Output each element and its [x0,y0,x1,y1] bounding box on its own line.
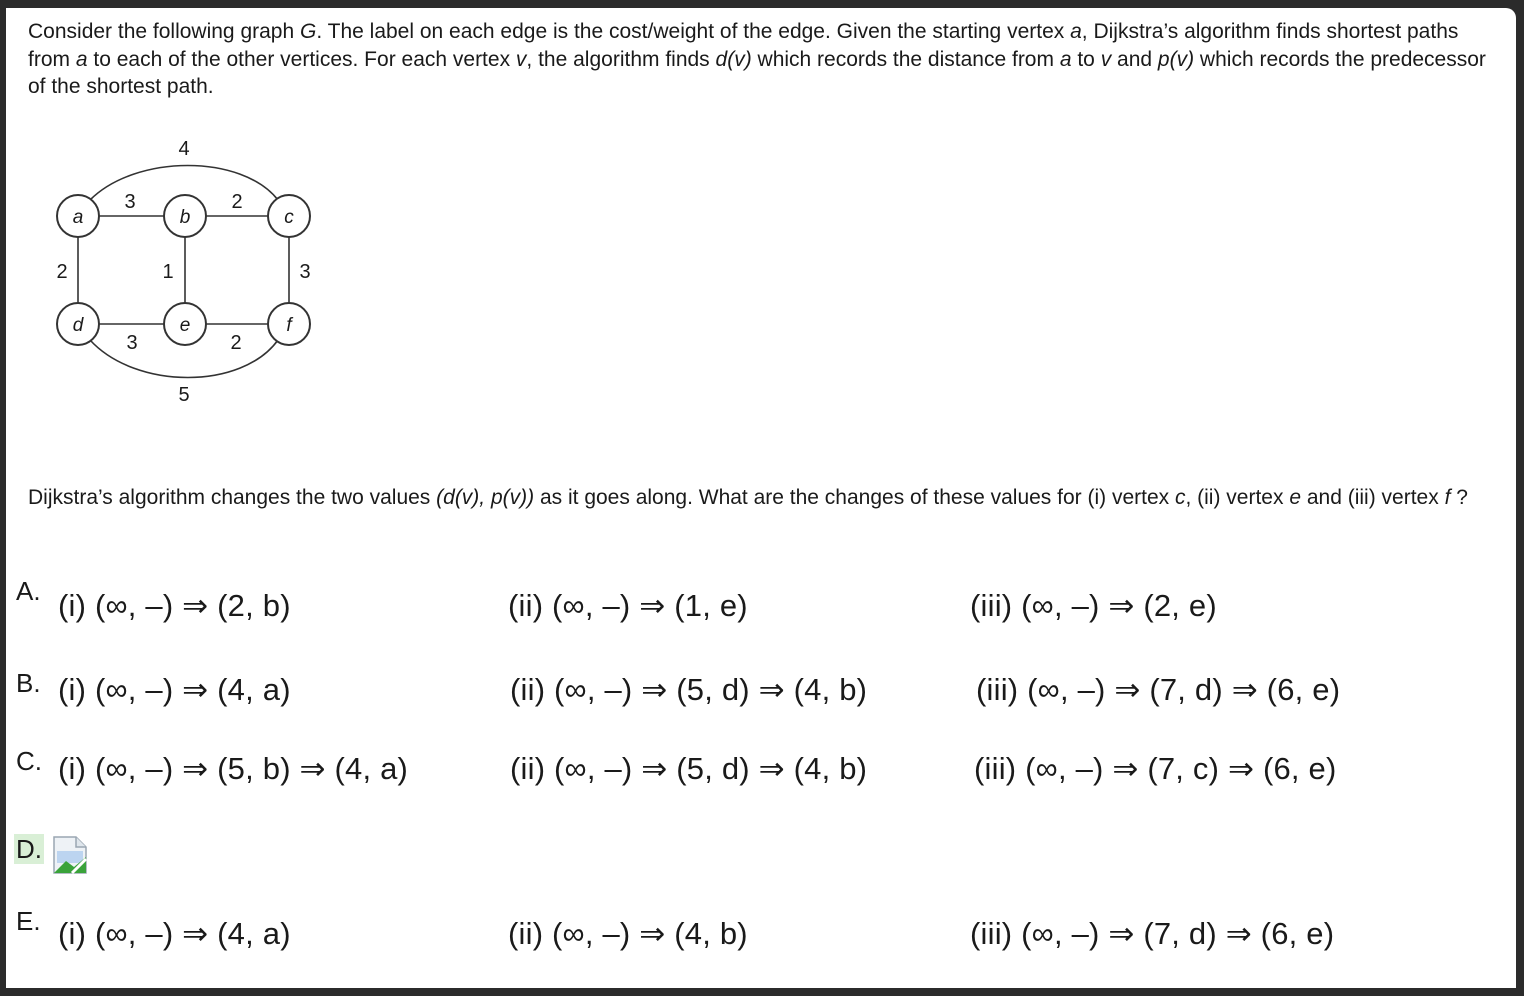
weight-a-b: 3 [124,191,136,213]
option-a-part-iii: (iii) (∞, –) ⇒ (2, e) [970,588,1217,623]
option-e-part-i: (i) (∞, –) ⇒ (4, a) [58,916,291,951]
vertex-e-label: e [179,315,191,336]
intro-text: Consider the following graph G. The label on each edge is the cost/weight of the edge. Given the starting vertex a, Dijkstra’s algorithm finds shortest paths from a to each of the other vertices. For each vertex v, the algorithm finds d(v) which records the distance from a to v and p(v) which records the predecessor of the shortest path. [28,20,1486,98]
broken-image-icon [52,835,88,875]
option-c-part-ii: (ii) (∞, –) ⇒ (5, d) ⇒ (4, b) [510,751,868,786]
vertex-a-label: a [72,207,84,228]
weight-d-f: 5 [178,384,190,406]
option-d-letter: D. [16,834,42,864]
vertex-d-label: d [72,315,84,336]
option-b-letter: B. [16,668,41,698]
weight-b-e: 1 [162,261,174,283]
vertex-b-label: b [179,207,191,228]
vertex-f-label: f [286,315,292,336]
weight-e-f: 2 [230,332,242,354]
option-e-part-iii: (iii) (∞, –) ⇒ (7, d) ⇒ (6, e) [970,916,1335,951]
option-e-part-ii: (ii) (∞, –) ⇒ (4, b) [508,916,748,951]
weight-a-d: 2 [56,261,68,283]
option-c-part-iii: (iii) (∞, –) ⇒ (7, c) ⇒ (6, e) [974,751,1337,786]
weight-a-c: 4 [178,138,190,160]
option-a-part-i: (i) (∞, –) ⇒ (2, b) [58,588,291,623]
option-a-letter: A. [16,576,41,606]
option-b-part-ii: (ii) (∞, –) ⇒ (5, d) ⇒ (4, b) [510,672,868,707]
weighted-graph [6,8,346,428]
option-c-letter: C. [16,746,42,776]
weight-b-c: 2 [231,191,243,213]
option-c-part-i: (i) (∞, –) ⇒ (5, b) ⇒ (4, a) [58,751,409,786]
question-page [6,8,1516,988]
weight-c-f: 3 [299,261,311,283]
option-b-part-iii: (iii) (∞, –) ⇒ (7, d) ⇒ (6, e) [976,672,1341,707]
option-a-part-ii: (ii) (∞, –) ⇒ (1, e) [508,588,748,623]
option-e-letter: E. [16,906,41,936]
option-b-part-i: (i) (∞, –) ⇒ (4, a) [58,672,291,707]
question-text: Dijkstra’s algorithm changes the two values (d(v), p(v)) as it goes along. What are the changes of these values for (i) vertex c, (ii) vertex e and (iii) vertex f ? [28,486,1468,509]
weight-d-e: 3 [126,332,138,354]
vertex-c-label: c [284,207,294,228]
